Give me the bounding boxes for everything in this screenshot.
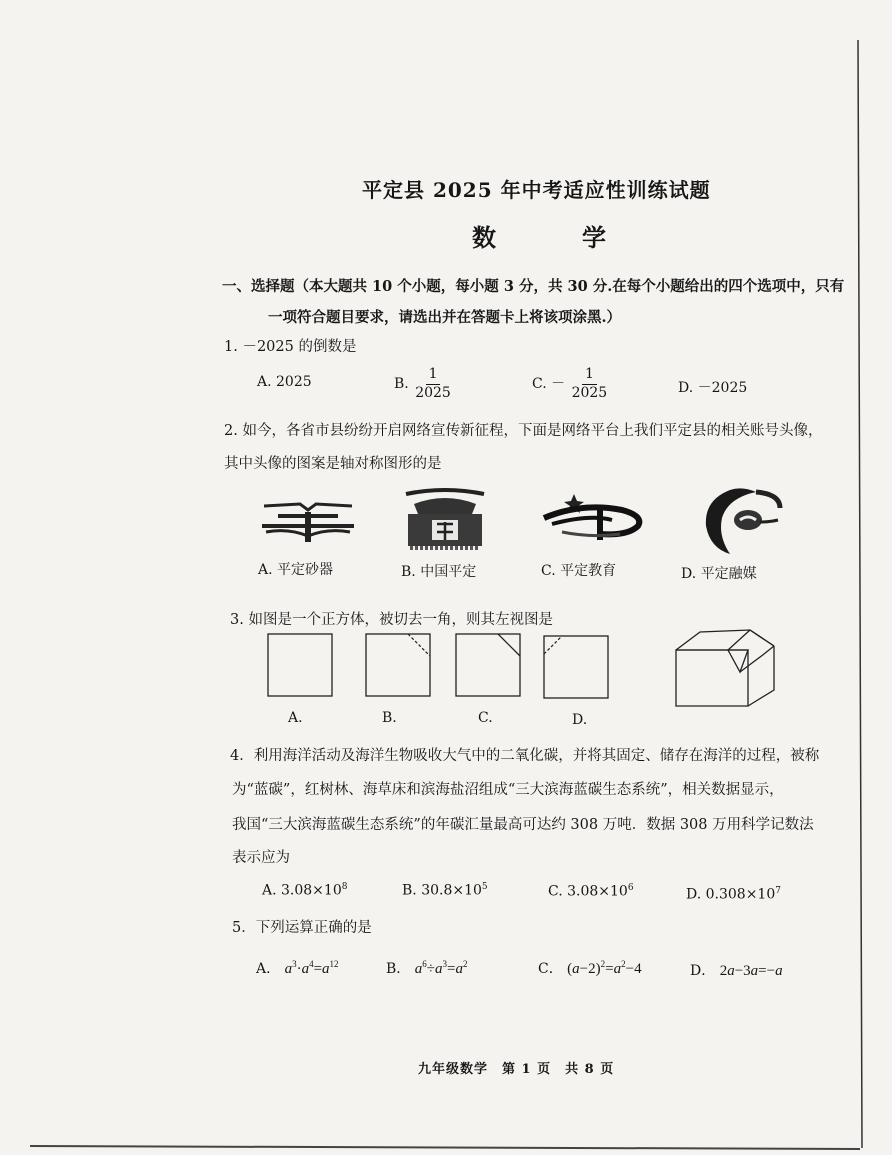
q5-option-a-label: A． — [256, 961, 281, 977]
q5-option-a — [256, 958, 339, 978]
section-heading-line2: 一项符合题目要求，请选出并在答题卡上将该项涂黑.） — [268, 309, 622, 326]
q3-label-d: D. — [572, 712, 588, 728]
q4-option-d-base: D. 0.308×10 — [686, 886, 776, 903]
q3-view-d — [542, 634, 612, 700]
q1-option-a: A. 2025 — [257, 374, 312, 390]
q3-view-b — [364, 632, 434, 698]
q5-option-b-expression: $a^6\div a^3=a^2$ — [414, 959, 468, 977]
q5-option-b-label: B． — [386, 961, 411, 977]
q5-option-c-expression: $(a-2)^2=a^2-4$ — [567, 959, 642, 977]
q5-option-c-label: C． — [538, 961, 563, 977]
q4-option-c — [548, 883, 634, 900]
q4-option-b-base: B. 30.8×10 — [402, 882, 482, 899]
q2-option-d: D. 平定融媒 — [681, 566, 757, 582]
q4-option-d — [686, 886, 781, 903]
q1-stem: 1. －2025 的倒数是 — [224, 339, 357, 355]
q4-option-b — [402, 882, 488, 899]
section-heading-line1: 一、选择题（本大题共 10 个小题，每小题 3 分，共 30 分.在每个小题给出的四个选项中，只有 — [222, 278, 845, 295]
q5-option-d-expression: 2a−3a=−a — [719, 963, 783, 979]
q3-view-c — [454, 632, 524, 698]
q4-option-a-exponent: 8 — [341, 882, 348, 892]
q5-option-a-expression: $a^3\cdot a^4=a^{12}$ — [284, 959, 339, 977]
q4-option-a-base: A. 3.08×10 — [262, 882, 342, 899]
q2-option-b: B. 中国平定 — [401, 564, 477, 580]
q1-option-c-label: C. － — [532, 376, 566, 392]
q4-stem-line4: 表示应为 — [232, 850, 290, 866]
q1-option-c-numerator: 1 — [582, 366, 597, 385]
q4-option-b-exponent: 5 — [481, 882, 488, 892]
q1-option-b — [394, 366, 453, 402]
q3-view-a — [266, 632, 336, 698]
q1-option-c-denominator: 2025 — [571, 384, 608, 401]
q5-stem: 5．下列运算正确的是 — [232, 920, 372, 936]
q5-option-d-label: D． — [690, 963, 716, 979]
q4-option-d-exponent: 7 — [775, 886, 781, 896]
q3-stem: 3. 如图是一个正方体，被切去一角，则其左视图是 — [230, 612, 553, 628]
logo-china-pingding-icon — [402, 484, 488, 554]
subject-char-2: 学 — [582, 223, 606, 252]
q4-option-a — [262, 882, 347, 899]
q1-option-b-denominator: 2025 — [415, 384, 451, 401]
q1-option-d: D. －2025 — [678, 380, 748, 396]
q4-option-c-base: C. 3.08×10 — [548, 883, 628, 900]
q3-label-a: A. — [288, 710, 303, 726]
q3-label-b: B. — [382, 710, 397, 726]
q2-stem-line2: 其中头像的图案是轴对称图形的是 — [224, 456, 442, 472]
q3-label-c: C. — [478, 710, 493, 726]
q5-option-c — [538, 958, 642, 978]
q2-option-a: A. 平定砂器 — [258, 562, 334, 578]
q4-stem-line3: 我国“三大滨海蓝碳生态系统”的年碳汇量最高可达约 308 万吨．数据 308 万用科学记数法 — [232, 817, 814, 833]
q1-option-b-fraction — [413, 366, 453, 402]
q5-option-d — [690, 960, 783, 980]
page-footer: 九年级数学 第 1 页 共 8 页 — [418, 1062, 615, 1077]
q4-stem-line1: 4．利用海洋活动及海洋生物吸收大气中的二氧化碳，并将其固定、储存在海洋的过程，被称 — [230, 748, 820, 764]
q1-option-c-fraction — [570, 366, 610, 402]
logo-pingding-education-icon — [542, 488, 646, 548]
q1-option-b-label: B. — [394, 376, 409, 392]
q4-option-c-exponent: 6 — [627, 883, 634, 893]
subject-char-1: 数 — [472, 223, 496, 252]
subject-heading — [472, 218, 606, 253]
q3-cut-cube-figure — [670, 628, 780, 710]
page-title: 平定县 2025 年中考适应性训练试题 — [362, 178, 711, 202]
q2-option-c: C. 平定教育 — [541, 563, 617, 579]
logo-pingding-media-icon — [696, 484, 786, 556]
q4-stem-line2: 为“蓝碳”，红树林、海草床和滨海盐沼组成“三大滨海蓝碳生态系统”，相关数据显示， — [232, 782, 784, 798]
logo-pingding-shaqi-icon — [258, 498, 358, 548]
q1-option-c — [532, 366, 609, 402]
q1-option-b-numerator: 1 — [426, 366, 441, 385]
q5-option-b — [386, 958, 467, 978]
q2-stem-line1: 2. 如今，各省市县纷纷开启网络宣传新征程，下面是网络平台上我们平定县的相关账号头像， — [224, 423, 823, 439]
